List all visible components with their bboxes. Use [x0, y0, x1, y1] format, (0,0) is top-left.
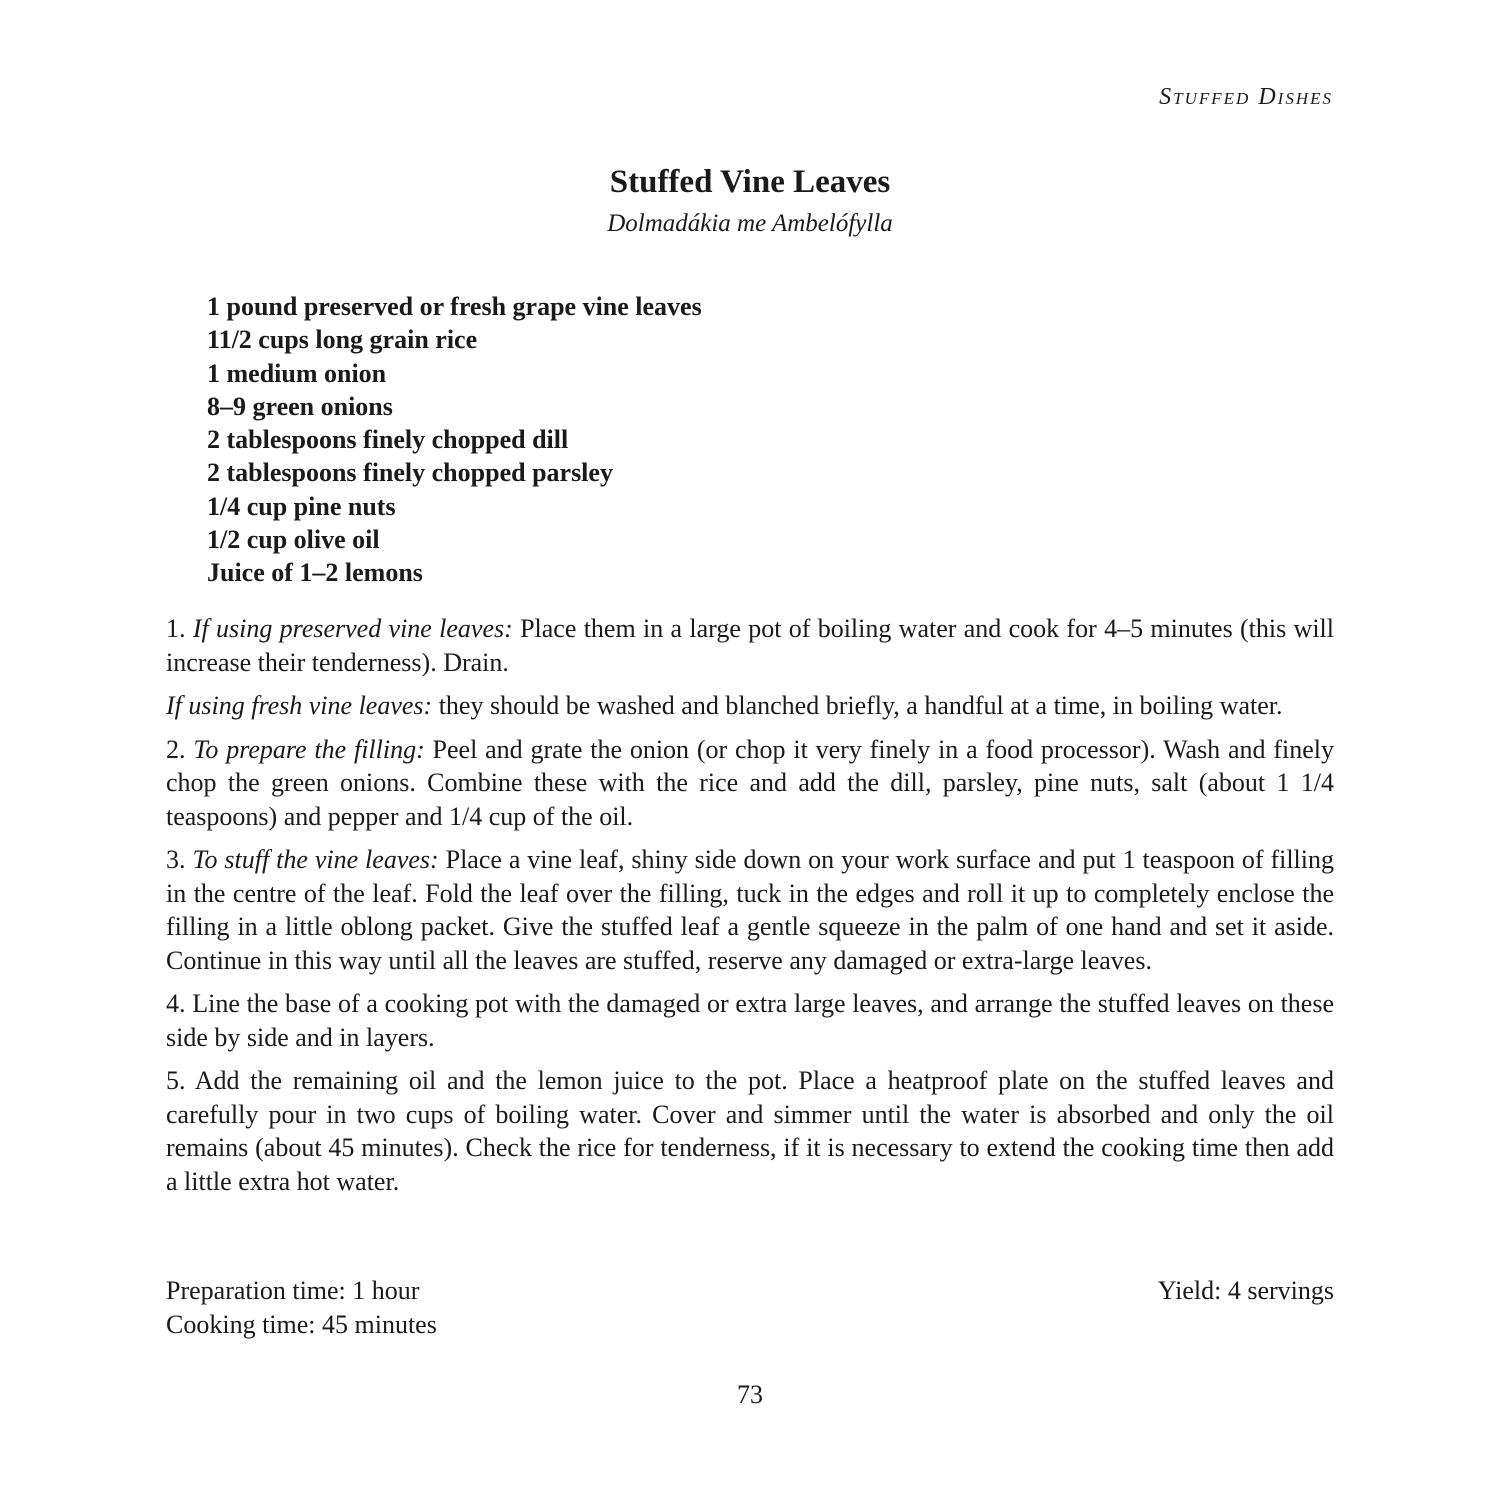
ingredient-item: 1 medium onion	[207, 358, 387, 388]
method-step	[166, 1064, 1334, 1198]
step-text: Place them in a large pot of boiling water and cook for 4–5 minutes (this will increase their tenderness). Drain.	[166, 614, 1334, 677]
cooking-time: Cooking time: 45 minutes	[166, 1309, 437, 1339]
ingredient-item: 8–9 green onions	[207, 391, 393, 421]
running-head: Stuffed Dishes	[1159, 84, 1333, 110]
step-prefix: 4.	[166, 989, 193, 1018]
ingredient-item: 2 tablespoons finely chopped parsley	[207, 458, 613, 488]
timing-info	[166, 1274, 437, 1341]
method-step	[166, 612, 1334, 679]
step-lead: If using preserved vine leaves:	[192, 614, 513, 643]
method	[166, 612, 1334, 1208]
method-step	[166, 843, 1334, 977]
ingredient-item: 11/2 cups long grain rice	[207, 325, 478, 355]
method-step	[166, 733, 1334, 834]
ingredient-list	[207, 290, 702, 590]
step-prefix: 3.	[166, 845, 193, 874]
ingredient-item: 2 tablespoons finely chopped dill	[207, 425, 569, 455]
yield-info: Yield: 4 servings	[1157, 1276, 1334, 1305]
title-block	[0, 160, 1500, 242]
step-lead: If using fresh vine leaves:	[166, 691, 433, 720]
step-text: they should be washed and blanched briefly, a handful at a time, in boiling water.	[432, 691, 1283, 720]
ingredient-item: Juice of 1–2 lemons	[207, 558, 423, 588]
step-text: Place a vine leaf, shiny side down on your work surface and put 1 teaspoon of filling in the centre of the leaf. Fold the leaf over the filling, tuck in the edges and roll it up to completely enclose the filling in a little oblong packet. Give the stuffed leaf a gentle squeeze in the palm of one hand and set it aside. Continue in this way until all the leaves are stuffed, reserve any damaged or extra-large leaves.	[166, 845, 1334, 975]
ingredient-item: 1/4 cup pine nuts	[207, 491, 396, 521]
page-number: 73	[737, 1380, 763, 1409]
step-lead: To stuff the vine leaves:	[192, 845, 439, 874]
recipe-title: Stuffed Vine Leaves	[609, 164, 891, 200]
step-prefix: 1.	[166, 614, 193, 643]
ingredient-item: 1 pound preserved or fresh grape vine leaves	[207, 292, 702, 321]
step-text: Peel and grate the onion (or chop it very finely in a food processor). Wash and finely chop the green onions. Combine these with the rice and add the dill, parsley, pine nuts, salt (about 1 1/4 teaspoons) and pepper and 1/4 cup of the oil.	[166, 734, 1334, 831]
method-step	[166, 987, 1334, 1054]
preparation-time: Preparation time: 1 hour	[166, 1276, 420, 1305]
step-lead: To prepare the filling:	[193, 734, 425, 764]
step-text: Add the remaining oil and the lemon juice to the pot. Place a heatproof plate on the stuffed leaves and carefully pour in two cups of boiling water. Cover and simmer until the water is absorbed and only the oil remains (about 45 minutes). Check the rice for tenderness, if it is necessary to extend the cooking time then add a little extra hot water.	[166, 1066, 1334, 1196]
recipe-footer	[166, 1274, 1334, 1341]
ingredient-item: 1/2 cup olive oil	[207, 525, 380, 555]
step-text: Line the base of a cooking pot with the damaged or extra large leaves, and arrange the stuffed leaves on these side by side and in layers.	[166, 989, 1334, 1052]
method-step	[166, 689, 1334, 723]
recipe-subtitle: Dolmadákia me Ambelófylla	[607, 210, 893, 237]
step-prefix: 2.	[166, 734, 194, 764]
step-prefix: 5.	[166, 1066, 195, 1095]
